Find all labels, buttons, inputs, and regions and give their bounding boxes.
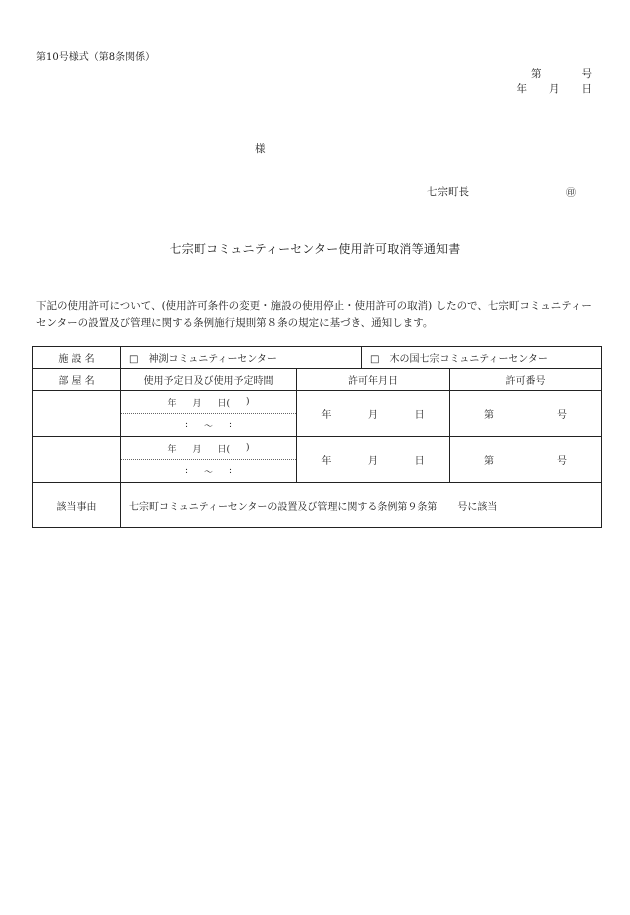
schedule-cell[interactable] bbox=[121, 391, 297, 437]
facility-option-kinokuni[interactable] bbox=[362, 347, 602, 369]
notice-body: 下記の使用許可について、(使用許可条件の変更・施設の使用停止・使用許可の取消) したので、七宗町コミュニティーセンターの設置及び管理に関する条例施行規則第８条の規定に基づき、通知します。 bbox=[36, 300, 592, 329]
time-range-tilde: 〜 bbox=[203, 467, 213, 478]
year-label: 年 bbox=[167, 444, 177, 455]
number-dai: 第 bbox=[484, 456, 495, 467]
document-number bbox=[531, 66, 592, 81]
permit-date-cell[interactable] bbox=[297, 391, 450, 437]
facility-row bbox=[33, 347, 602, 369]
month-label: 月 bbox=[368, 456, 378, 467]
permit-number-cell[interactable] bbox=[450, 391, 602, 437]
permit-date-cell[interactable] bbox=[297, 437, 450, 483]
details-table bbox=[32, 346, 602, 528]
year-label: 年 bbox=[321, 410, 332, 421]
reason-row bbox=[33, 483, 602, 528]
reason-text[interactable]: 七宗町コミュニティーセンターの設置及び管理に関する条例第９条第 号に該当 bbox=[121, 483, 602, 528]
addressee-honorific: 様 bbox=[255, 143, 266, 155]
month-label: 月 bbox=[192, 398, 202, 409]
reason-label: 該当事由 bbox=[33, 483, 121, 528]
day-label: 日( bbox=[217, 398, 231, 409]
month-label: 月 bbox=[368, 410, 378, 421]
room-name-cell[interactable] bbox=[33, 391, 121, 437]
time-colon: : bbox=[229, 466, 233, 476]
time-colon: : bbox=[184, 420, 188, 430]
facility-option-label: 神渕コミュニティーセンター bbox=[148, 354, 277, 365]
day-label: 日 bbox=[414, 410, 425, 421]
document-title: 七宗町コミュニティーセンター使用許可取消等通知書 bbox=[169, 242, 461, 256]
facility-option-label: 木の国七宗コミュニティーセンター bbox=[389, 354, 548, 365]
checkbox-icon[interactable]: □ bbox=[370, 354, 380, 365]
column-header-row bbox=[33, 369, 602, 391]
time-colon: : bbox=[184, 466, 188, 476]
facility-option-kabuchi[interactable] bbox=[121, 347, 362, 369]
year-label: 年 bbox=[167, 398, 177, 409]
doc-number-go: 号 bbox=[581, 68, 592, 80]
weekday-close: ) bbox=[246, 443, 250, 453]
date-year: 年 bbox=[516, 83, 527, 95]
schedule-header: 使用予定日及び使用予定時間 bbox=[121, 369, 297, 391]
room-name-cell[interactable] bbox=[33, 437, 121, 483]
sender-name: 七宗町長 bbox=[427, 186, 469, 198]
schedule-cell[interactable] bbox=[121, 437, 297, 483]
time-colon: : bbox=[229, 420, 233, 430]
number-go: 号 bbox=[557, 410, 568, 421]
date-month: 月 bbox=[549, 83, 560, 95]
number-dai: 第 bbox=[484, 410, 495, 421]
form-number: 第10号様式（第8条関係） bbox=[36, 52, 156, 63]
permit-date-header: 許可年月日 bbox=[297, 369, 450, 391]
table-row bbox=[33, 391, 602, 437]
schedule-time bbox=[121, 414, 296, 436]
room-header: 部 屋 名 bbox=[33, 369, 121, 391]
seal-mark: ㊞ bbox=[566, 188, 576, 199]
table-row bbox=[33, 437, 602, 483]
permit-number-header: 許可番号 bbox=[450, 369, 602, 391]
time-range-tilde: 〜 bbox=[203, 421, 213, 432]
checkbox-icon[interactable]: □ bbox=[129, 354, 139, 365]
number-go: 号 bbox=[557, 456, 568, 467]
issue-date bbox=[517, 81, 593, 96]
date-day: 日 bbox=[581, 83, 592, 95]
facility-label: 施 設 名 bbox=[33, 347, 121, 369]
day-label: 日 bbox=[414, 456, 425, 467]
month-label: 月 bbox=[192, 444, 202, 455]
schedule-date bbox=[121, 391, 296, 414]
permit-number-cell[interactable] bbox=[450, 437, 602, 483]
schedule-date bbox=[121, 437, 296, 460]
schedule-time bbox=[121, 460, 296, 482]
doc-number-dai: 第 bbox=[531, 68, 542, 80]
year-label: 年 bbox=[321, 456, 332, 467]
weekday-close: ) bbox=[246, 397, 250, 407]
day-label: 日( bbox=[217, 444, 231, 455]
